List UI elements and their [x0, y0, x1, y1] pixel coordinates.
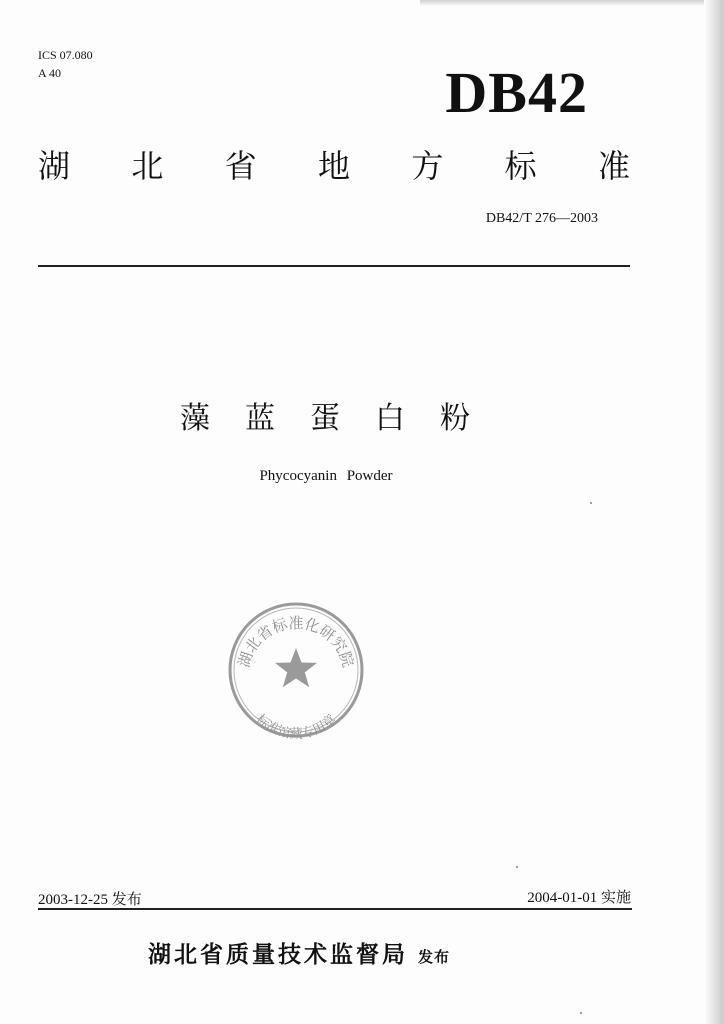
standard-number: DB42/T 276—2003 [485, 211, 598, 226]
scan-speck [580, 1012, 582, 1014]
seal-bottom-text: 标准馆藏专用章 [252, 711, 340, 740]
scan-speck [516, 866, 518, 868]
issue-date: 2003-12-25 发布 [38, 892, 142, 908]
title-char: 蓝 [245, 401, 275, 436]
standard-type-char: 北 [131, 147, 164, 185]
standard-type-char: 标 [504, 147, 537, 185]
standard-type-char: 湖 [38, 147, 71, 185]
standard-type-char: 方 [411, 147, 444, 185]
implementation-date: 2004-01-01 实施 [527, 890, 631, 906]
publisher-suffix: 发布 [418, 948, 451, 966]
scan-edge-right [704, 0, 724, 1024]
document-title-cn [180, 400, 470, 438]
publisher-name: 湖北省质量技术监督局 [148, 942, 408, 968]
footer-divider [38, 908, 632, 910]
title-char: 蛋 [310, 401, 340, 436]
scan-edge-top [420, 0, 720, 6]
document-title-en: Phycocyanin Powder [259, 468, 393, 484]
category-code: A 40 [38, 66, 62, 80]
seal-star-icon [275, 648, 317, 687]
standard-type-title [38, 146, 630, 186]
standard-type-char: 省 [224, 147, 257, 185]
standard-code-heading: DB42 [445, 60, 588, 125]
standard-type-char: 准 [597, 147, 630, 185]
title-char: 白 [375, 401, 405, 436]
header-divider [38, 265, 630, 267]
title-char: 藻 [180, 401, 210, 436]
title-char: 粉 [440, 401, 470, 436]
scan-speck [590, 502, 592, 504]
ics-code: ICS 07.080 [38, 48, 93, 62]
publisher-line [148, 936, 450, 969]
classification-block [38, 46, 93, 82]
standard-type-char: 地 [317, 147, 350, 185]
library-seal-stamp [226, 600, 366, 740]
seal-top-text: 湖北省标准化研究院 [234, 614, 358, 670]
